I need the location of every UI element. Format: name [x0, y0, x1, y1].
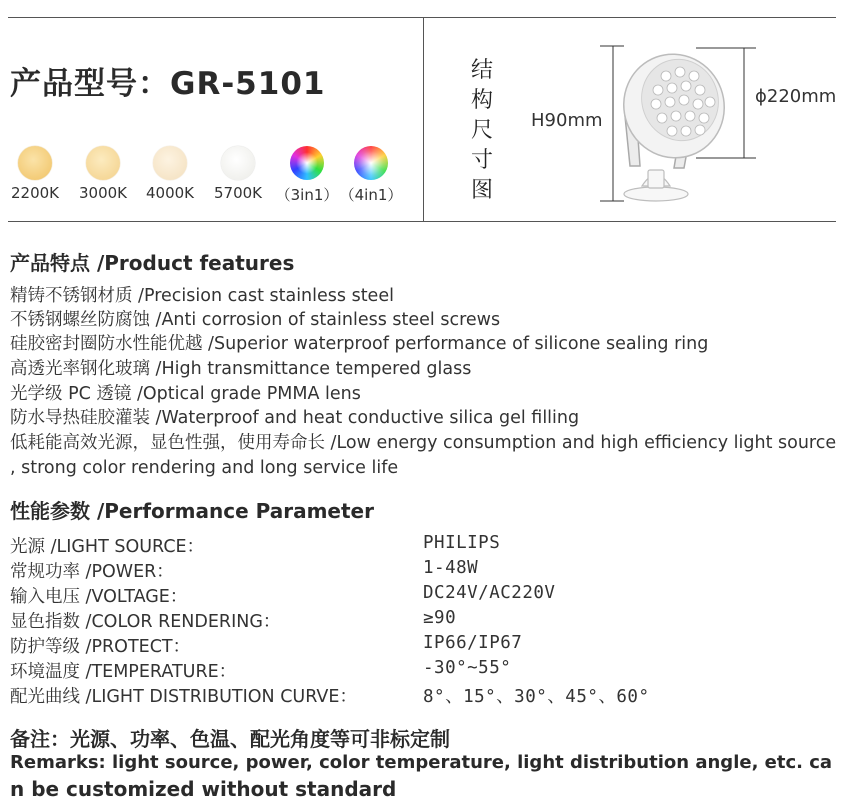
swatch-label-5700k: 5700K — [213, 184, 262, 202]
param-label-color-rendering: 显色指数 /COLOR RENDERING： — [10, 612, 281, 632]
lamp-base — [624, 170, 688, 201]
swatch-label-3000k: 3000K — [78, 184, 127, 202]
swatch-4000k — [153, 146, 187, 180]
swatch-label-4in1: （4in1） — [339, 186, 403, 204]
remark-english-line-1: Remarks: light source, power, color temperature, light distribution angle, etc. ca — [10, 752, 833, 773]
feature-item: , strong color rendering and long service life — [10, 458, 399, 478]
header-vertical-divider — [423, 17, 424, 222]
header-bottom-divider — [8, 221, 836, 222]
param-label-temperature: 环境温度 /TEMPERATURE： — [10, 662, 237, 682]
feature-item: 低耗能高效光源，显色性强，使用寿命长 /Low energy consumption and high efficiency light source — [10, 433, 837, 453]
param-label-power: 常规功率 /POWER： — [10, 562, 174, 582]
height-dimension-label: H90mm — [531, 110, 603, 131]
remark-chinese: 备注：光源、功率、色温、配光角度等可非标定制 — [10, 727, 450, 751]
swatch-label-3in1: （3in1） — [275, 186, 339, 204]
swatch-3000k — [86, 146, 120, 180]
height-dimension-line — [600, 46, 624, 201]
feature-item: 防水导热硅胶灌装 /Waterproof and heat conductive silica gel filling — [10, 408, 580, 428]
swatch-5700k — [221, 146, 255, 180]
feature-item: 高透光率钢化玻璃 /High transmittance tempered glass — [10, 359, 472, 379]
param-label-protect: 防护等级 /PROTECT： — [10, 637, 191, 657]
param-label-light-distribution: 配光曲线 /LIGHT DISTRIBUTION CURVE： — [10, 687, 357, 707]
swatch-3in1 — [290, 146, 324, 180]
features-heading: 产品特点 /Product features — [10, 251, 295, 275]
feature-item: 精铸不锈钢材质 /Precision cast stainless steel — [10, 286, 394, 306]
param-value-light-source: PHILIPS — [423, 533, 501, 553]
swatch-2200k — [18, 146, 52, 180]
feature-item: 不锈钢螺丝防腐蚀 /Anti corrosion of stainless steel screws — [10, 310, 501, 330]
param-value-color-rendering: ≥90 — [423, 608, 457, 628]
parameters-heading: 性能参数 /Performance Parameter — [10, 499, 374, 523]
param-label-voltage: 输入电压 /VOLTAGE： — [10, 587, 188, 607]
param-value-light-distribution: 8°、15°、30°、45°、60° — [423, 687, 650, 707]
top-divider — [8, 17, 836, 18]
feature-item: 光学级 PC 透镜 /Optical grade PMMA lens — [10, 384, 361, 404]
param-value-temperature: -30°~55° — [423, 658, 512, 678]
diameter-dimension-label: ϕ220mm — [755, 86, 837, 107]
param-value-power: 1-48W — [423, 558, 479, 578]
swatch-label-4000k: 4000K — [145, 184, 194, 202]
feature-item: 硅胶密封圈防水性能优越 /Superior waterproof performance of silicone sealing ring — [10, 334, 709, 354]
remark-english-line-2: n be customized without standard — [10, 777, 397, 801]
model-title: 产品型号：GR-5101 — [10, 66, 326, 102]
param-value-protect: IP66/IP67 — [423, 633, 523, 653]
param-value-voltage: DC24V/AC220V — [423, 583, 556, 603]
dimension-heading: 结 构 尺 寸 图 — [470, 58, 493, 203]
swatch-4in1 — [354, 146, 388, 180]
param-label-light-source: 光源 /LIGHT SOURCE： — [10, 537, 205, 557]
swatch-label-2200k: 2200K — [10, 184, 59, 202]
lamp-dimension-drawing — [596, 36, 756, 208]
